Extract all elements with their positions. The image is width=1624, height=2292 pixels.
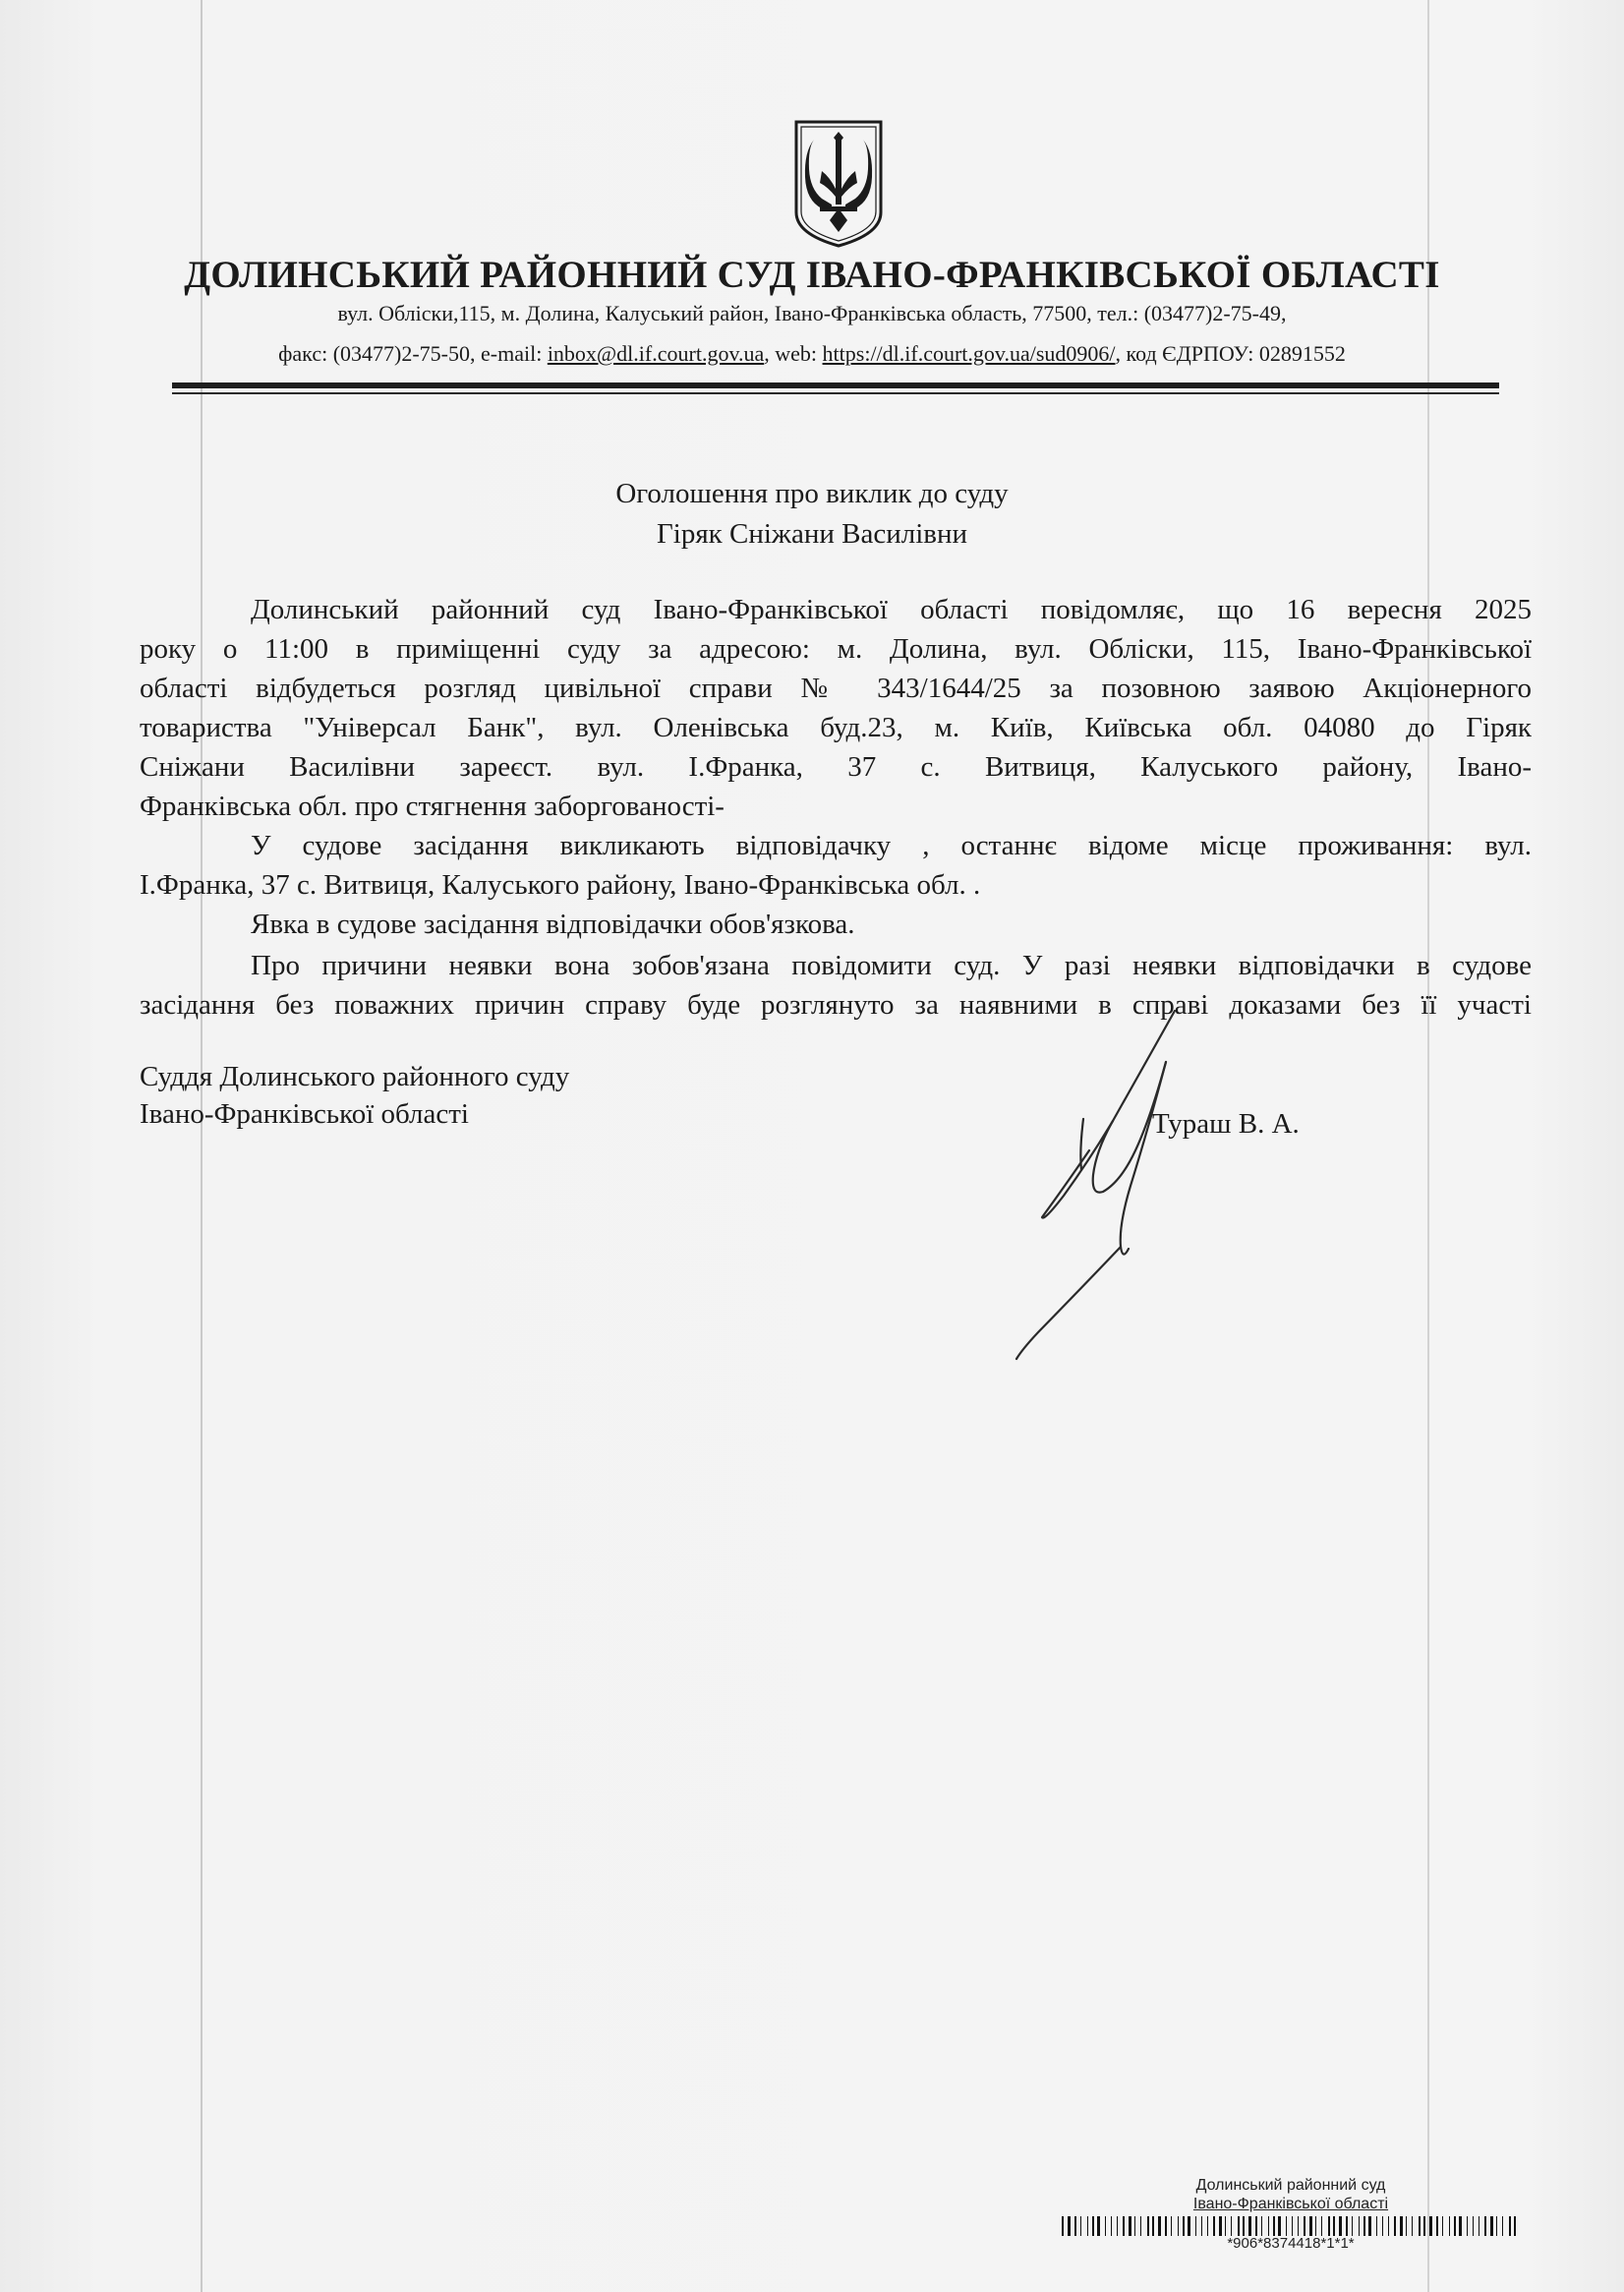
- barcode-bar: [1074, 2216, 1076, 2236]
- judge-name: Тураш В. А.: [1152, 1108, 1300, 1140]
- notice-title: Оголошення про виклик до суду: [615, 478, 1009, 509]
- notice-recipient: Гіряк Сніжани Василівни: [657, 518, 967, 550]
- barcode-bar: [1423, 2216, 1425, 2236]
- body-text-line: області відбудеться розгляд цивільної справи № 343/1644/25 за позовною заявою Акціонерного: [140, 673, 1532, 704]
- barcode-bar: [1429, 2216, 1432, 2236]
- barcode-bar: [1134, 2216, 1135, 2236]
- judge-court: Івано-Франківської області: [140, 1098, 469, 1130]
- barcode-bar: [1388, 2216, 1389, 2236]
- barcode-bar: [1248, 2216, 1251, 2236]
- judge-position: Суддя Долинського районного суду: [140, 1061, 570, 1092]
- barcode-bar: [1502, 2216, 1503, 2236]
- barcode-bar: [1304, 2216, 1305, 2236]
- barcode-bar: [1273, 2216, 1275, 2236]
- barcode-bar: [1255, 2216, 1257, 2236]
- barcode-bar: [1225, 2216, 1226, 2236]
- court-address: вул. Обліски,115, м. Долина, Калуський район, Івано-Франківська область, 77500, тел.: (03477)2-75-49,: [337, 301, 1287, 325]
- barcode-bar: [1147, 2216, 1149, 2236]
- barcode-bar: [1183, 2216, 1185, 2236]
- barcode-bar: [1097, 2216, 1100, 2236]
- barcode-bar: [1328, 2216, 1330, 2236]
- barcode-bar: [1467, 2216, 1468, 2236]
- barcode-bar: [1188, 2216, 1190, 2236]
- barcode: [1062, 2216, 1520, 2236]
- barcode-bar: [1436, 2216, 1438, 2236]
- barcode-bar: [1062, 2216, 1064, 2236]
- barcode-bar: [1412, 2216, 1413, 2236]
- barcode-bar: [1165, 2216, 1167, 2236]
- barcode-bar: [1068, 2216, 1071, 2236]
- ukraine-trident-icon: [792, 118, 885, 250]
- barcode-bar: [1243, 2216, 1245, 2236]
- body-text-line: товариства "Універсал Банк", вул. Оленівська буд.23, м. Київ, Київська обл. 04080 до Гіряк: [140, 712, 1532, 743]
- barcode-bar: [1140, 2216, 1141, 2236]
- barcode-bar: [1261, 2216, 1262, 2236]
- barcode-bar: [1419, 2216, 1421, 2236]
- body-text-line: Явка в судове засідання відповідачки обов'язкова.: [251, 909, 855, 940]
- barcode-bar: [1292, 2216, 1293, 2236]
- fax-label: факс: (03477)2-75-50, e-mail:: [278, 341, 548, 366]
- web-label: , web:: [764, 341, 823, 366]
- stamp-court-name: Долинський районний суд: [1195, 2177, 1386, 2194]
- barcode-bar: [1309, 2216, 1312, 2236]
- barcode-bar: [1406, 2216, 1407, 2236]
- barcode-bar: [1394, 2216, 1396, 2236]
- barcode-bar: [1449, 2216, 1450, 2236]
- barcode-bar: [1117, 2216, 1118, 2236]
- barcode-bar: [1484, 2216, 1486, 2236]
- body-text-line: Франківська обл. про стягнення заборгованості-: [140, 791, 725, 822]
- barcode-bar: [1152, 2216, 1154, 2236]
- barcode-bar: [1178, 2216, 1179, 2236]
- barcode-bar: [1509, 2216, 1511, 2236]
- body-text-line: У судове засідання викликають відповідачку , останнє відоме місце проживання: вул.: [251, 830, 1532, 861]
- barcode-bar: [1092, 2216, 1094, 2236]
- body-text-line: засідання без поважних причин справу буде розглянуто за наявними в справі доказами без її участі: [140, 989, 1532, 1021]
- barcode-bar: [1231, 2216, 1232, 2236]
- barcode-bar: [1442, 2216, 1443, 2236]
- barcode-bar: [1129, 2216, 1131, 2236]
- barcode-bar: [1496, 2216, 1497, 2236]
- barcode-bar: [1268, 2216, 1269, 2236]
- barcode-bar: [1368, 2216, 1371, 2236]
- barcode-bar: [1207, 2216, 1208, 2236]
- handwritten-signature: [973, 1003, 1209, 1377]
- barcode-bar: [1339, 2216, 1342, 2236]
- website-link[interactable]: https://dl.if.court.gov.ua/sud0906/: [822, 341, 1116, 366]
- email-link[interactable]: inbox@dl.if.court.gov.ua: [547, 341, 765, 366]
- barcode-bar: [1278, 2216, 1281, 2236]
- barcode-bar: [1382, 2216, 1383, 2236]
- barcode-bar: [1363, 2216, 1365, 2236]
- barcode-bar: [1286, 2216, 1287, 2236]
- barcode-bar: [1105, 2216, 1106, 2236]
- body-text-line: Сніжани Василівни зареєст. вул. І.Франка, 37 с. Витвиця, Калуського району, Івано-: [140, 751, 1532, 783]
- barcode-bar: [1490, 2216, 1493, 2236]
- barcode-bar: [1400, 2216, 1403, 2236]
- registry-stamp: [1062, 2176, 1520, 2252]
- barcode-bar: [1376, 2216, 1377, 2236]
- barcode-bar: [1333, 2216, 1335, 2236]
- barcode-bar: [1087, 2216, 1088, 2236]
- barcode-bar: [1321, 2216, 1322, 2236]
- barcode-bar: [1454, 2216, 1456, 2236]
- barcode-bar: [1346, 2216, 1348, 2236]
- stamp-region: Івано-Франківської області: [1192, 2196, 1389, 2212]
- header-divider-thin: [172, 392, 1499, 394]
- barcode-bar: [1158, 2216, 1161, 2236]
- barcode-bar: [1298, 2216, 1299, 2236]
- edrpou-code: , код ЄДРПОУ: 02891552: [1115, 341, 1346, 366]
- body-text-line: Долинський районний суд Івано-Франківської області повідомляє, що 16 вересня 2025: [251, 594, 1532, 625]
- barcode-bar: [1514, 2216, 1516, 2236]
- barcode-bar: [1359, 2216, 1360, 2236]
- header-divider: [172, 382, 1499, 388]
- barcode-bar: [1171, 2216, 1172, 2236]
- body-text-line: року о 11:00 в приміщенні суду за адресою: м. Долина, вул. Обліски, 115, Івано-Франківської: [140, 633, 1532, 665]
- court-contacts: [0, 341, 1624, 367]
- barcode-bar: [1123, 2216, 1125, 2236]
- barcode-bar: [1080, 2216, 1081, 2236]
- barcode-bar: [1195, 2216, 1196, 2236]
- barcode-bar: [1473, 2216, 1474, 2236]
- barcode-bar: [1219, 2216, 1222, 2236]
- barcode-bar: [1213, 2216, 1215, 2236]
- barcode-bar: [1459, 2216, 1462, 2236]
- barcode-bar: [1201, 2216, 1202, 2236]
- barcode-bar: [1315, 2216, 1316, 2236]
- court-title: ДОЛИНСЬКИЙ РАЙОННИЙ СУД ІВАНО-ФРАНКІВСЬКОЇ ОБЛАСТІ: [184, 254, 1440, 296]
- barcode-bar: [1238, 2216, 1240, 2236]
- body-text-line: Про причини неявки вона зобов'язана повідомити суд. У разі неявки відповідачки в судове: [251, 950, 1532, 981]
- body-text-line: І.Франка, 37 с. Витвиця, Калуського району, Івано-Франківська обл. .: [140, 869, 981, 901]
- barcode-bar: [1352, 2216, 1353, 2236]
- barcode-bar: [1111, 2216, 1112, 2236]
- barcode-number: *906*8374418*1*1*: [1227, 2235, 1355, 2252]
